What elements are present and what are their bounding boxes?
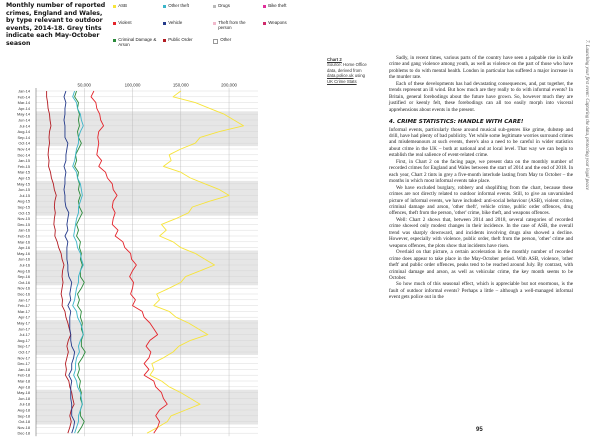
paragraph: Well: Chart 2 shows that, between 2014 and 2018, several categories of recorded crime showed only modest changes in their incidence. In the case of ASB, the overall trend was sharply downward, and incidents involving drugs also showed a decline. However, especially with violence, public order, theft from the person, 'other' crime and weapons offences, the plots show that incidents have risen. [389, 216, 573, 249]
paragraph: Each of these developments has had devastating consequences, and, put together, the trends represent an ill wind. But how much are they really to do with informal events? In Britain, general forebodings about the future have grown. So, however much they are justified or keenly felt, these forebodings can all too easily morph into visceral apprehensions about events in the present. [389, 80, 573, 113]
month-label: Oct-18 [18, 419, 30, 425]
source-link[interactable]: data.police.uk [327, 73, 354, 79]
paragraph: Informal events, particularly those around musical sub-genres like grime, dubstep and drill, have had plenty of bad publicity. Yet while some legitimate worries surround crimes and misdemeanours at such events, there's also a need to be careful in wider statistics about crime in the UK – both at national and at local level. That way we can begin to establish the real salience of event-related crime. [389, 126, 573, 159]
paragraph: We have excluded burglary, robbery and shoplifting from the chart, because these crimes are not directly related to outdoor informal events. Still, to give an unvarnished picture of informal events, we have included: anti-social behaviour (ASB), violent crime, criminal damage and arson, 'other theft', vehicle crime, public order offences, drug offences, theft from the person, 'other' crime, bike theft, and weapons offences. [389, 184, 573, 217]
month-label: Jul-17 [19, 332, 30, 338]
legend-label: Criminal Damage & Arson [118, 37, 157, 47]
legend-label: Drugs [218, 3, 230, 8]
x-tick-label: 100,000 [124, 82, 141, 88]
month-label: Nov-18 [17, 424, 30, 430]
legend-item [263, 4, 307, 14]
page-number: 95 [476, 427, 483, 433]
month-label: Sep-16 [17, 274, 30, 280]
month-label: Feb-17 [17, 303, 30, 309]
month-label: May-15 [17, 181, 30, 187]
month-label: Feb-14 [17, 94, 30, 100]
legend-label: Other [220, 37, 232, 42]
legend-swatch [263, 22, 266, 25]
month-label: Nov-15 [17, 216, 30, 222]
legend-label: Weapons [268, 20, 287, 25]
legend-swatch [263, 5, 266, 8]
month-label: Mar-18 [17, 378, 30, 384]
month-label: Apr-16 [18, 245, 30, 251]
article-column [389, 55, 573, 301]
month-label: Sep-15 [17, 204, 30, 210]
month-label: Dec-15 [17, 221, 30, 227]
source-text-2: using [354, 73, 366, 79]
month-label: Feb-18 [17, 372, 30, 378]
month-label: Oct-16 [18, 279, 30, 285]
month-label: Aug-15 [17, 198, 30, 204]
month-label: Jan-16 [18, 227, 30, 233]
month-label: Apr-14 [18, 105, 30, 111]
legend-swatch [213, 39, 218, 44]
legend-swatch [213, 22, 216, 25]
running-head: 7. Launching your first event: Capturing the data, protecting your legal peace [584, 40, 589, 190]
month-label: Jan-17 [18, 297, 30, 303]
season-band [36, 251, 258, 286]
legend-item [213, 21, 257, 31]
month-label: Feb-16 [17, 233, 30, 239]
legend-item [113, 4, 157, 14]
legend-label: Vehicle [168, 20, 183, 25]
month-label: Feb-15 [17, 163, 30, 169]
month-label: Sep-18 [17, 413, 30, 419]
month-label: May-17 [17, 320, 30, 326]
month-label: Mar-14 [17, 100, 30, 106]
season-band [36, 390, 258, 425]
legend-item [213, 38, 257, 48]
month-label: Jun-17 [18, 326, 30, 332]
month-label: Sep-17 [17, 343, 30, 349]
legend-item [163, 38, 207, 48]
month-label: Jul-14 [19, 123, 30, 129]
legend-label: Other theft [168, 3, 189, 8]
legend-label: Theft from the person [218, 20, 246, 30]
month-label: Mar-15 [17, 169, 30, 175]
x-tick-label: 150,000 [172, 82, 189, 88]
source-link-2[interactable]: UK Crime Stats [327, 78, 357, 84]
x-tick-label: 200,000 [221, 82, 237, 88]
month-label: Jun-16 [18, 256, 30, 262]
month-label: Aug-17 [17, 337, 30, 343]
month-label: Mar-16 [17, 239, 30, 245]
legend-item [163, 4, 207, 14]
month-label: Jul-15 [19, 192, 30, 198]
month-label: May-18 [17, 390, 30, 396]
month-label: Dec-18 [17, 430, 30, 436]
month-label: Oct-14 [18, 140, 30, 146]
month-label: Jan-18 [18, 366, 30, 372]
month-label: Dec-14 [17, 152, 30, 158]
paragraph: So how much of this seasonal effect, which is appreciable but not enormous, is the fault of outdoor informal events? Perhaps a little – although a well-managed informal event gets police out in the [389, 281, 573, 301]
month-label: May-16 [17, 250, 30, 256]
crime-line-chart [0, 80, 330, 440]
source-note [327, 57, 367, 84]
legend-item [113, 21, 157, 31]
month-label: Aug-16 [17, 268, 30, 274]
legend-swatch [113, 5, 116, 8]
month-label: Nov-17 [17, 355, 30, 361]
season-band [36, 181, 258, 216]
month-label: Oct-17 [18, 349, 30, 355]
month-label: Jan-15 [18, 158, 30, 164]
month-label: Jun-18 [18, 395, 30, 401]
legend-label: Public Order [168, 37, 193, 42]
season-band [36, 111, 258, 146]
month-label: Nov-14 [17, 146, 30, 152]
legend-item [113, 38, 157, 48]
month-label: Dec-16 [17, 291, 30, 297]
month-label: Jul-16 [19, 262, 30, 268]
month-label: Jul-18 [19, 401, 30, 407]
paragraph: Overlaid on that picture, a certain acceleration in the monthly number of recorded crime does appear to take place in the May-October period. With ASB, violence, 'other theft' and public order offences, peaks tend to be reached around July. By contrast, with criminal damage and arson, as well as vehicular crime, the key month seems to be October. [389, 249, 573, 281]
section-heading: 4. CRIME STATISTICS: HANDLE WITH CARE! [389, 119, 524, 126]
source-heading: Chart 2 [327, 57, 342, 62]
month-label: Oct-15 [18, 210, 30, 216]
month-label: Aug-14 [17, 129, 30, 135]
month-label: Apr-17 [18, 314, 30, 320]
legend-label: Violent [118, 20, 132, 25]
month-label: Apr-18 [18, 384, 30, 390]
chart-legend [113, 4, 305, 54]
legend-swatch [213, 5, 216, 8]
legend-swatch [113, 22, 116, 25]
chart-title: Monthly number of reported crimes, England and Wales, by type relevant to outdoor events, 2014-18. Grey tints indicate each May-October season [6, 2, 106, 47]
legend-item [163, 21, 207, 31]
x-tick-label: 50,000 [77, 82, 91, 88]
legend-item [263, 21, 307, 31]
month-label: Apr-15 [18, 175, 30, 181]
legend-swatch [163, 22, 166, 25]
legend-label: ASB [118, 3, 127, 8]
legend-item [213, 4, 257, 14]
legend-swatch [113, 39, 116, 42]
paragraph: Sadly, in recent times, various parts of the country have seen a palpable rise in knife crime and gang violence among youth, as well as violence on the part of those who have problems to do with mental health. London in particular has suffered a major increase in the murder rate. [389, 55, 573, 81]
source-text: Source: Home Office data, derived from [327, 62, 367, 73]
month-label: Jan-14 [18, 88, 30, 94]
month-label: Mar-17 [17, 308, 30, 314]
legend-label: Bike theft [268, 3, 287, 8]
month-label: Nov-16 [17, 285, 30, 291]
month-label: Dec-17 [17, 361, 30, 367]
legend-swatch [163, 5, 166, 8]
month-label: May-14 [17, 111, 30, 117]
legend-swatch [163, 39, 166, 42]
paragraph: First, in Chart 2 on the facing page, we present data on the monthly number of recorded crimes for England and Wales between the start of 2014 and the end of 2018. In each year, Chart 2 tints in grey a five-month interlude lasting from May to October – the months in which most informal events take place. [389, 158, 573, 185]
month-label: Sep-14 [17, 134, 30, 140]
month-label: Jun-14 [18, 117, 30, 123]
month-label: Jun-15 [18, 187, 30, 193]
month-label: Aug-18 [17, 407, 30, 413]
